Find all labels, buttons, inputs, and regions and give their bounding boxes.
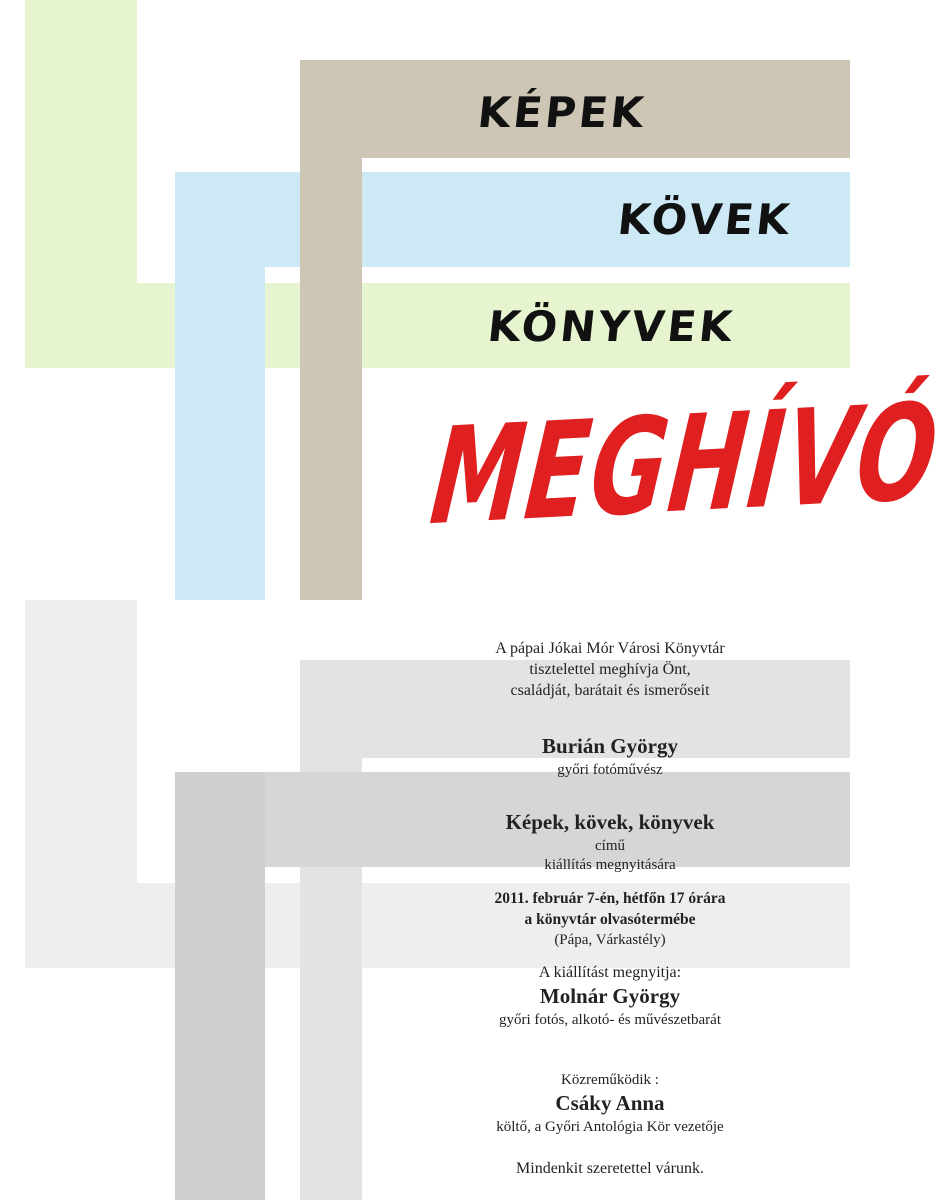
contributor-role: költő, a Győri Antológia Kör vezetője xyxy=(496,1119,724,1135)
artist-role: győri fotóművész xyxy=(557,762,663,778)
header-word-kovek: KÖVEK xyxy=(615,195,795,244)
artist-name: Burián György xyxy=(542,734,678,758)
exhibition-label: című xyxy=(595,838,625,854)
exhibition-event: kiállítás megnyitására xyxy=(544,857,676,873)
opener-name: Molnár György xyxy=(539,984,681,1008)
intro-line-2: tisztelettel meghívja Önt, xyxy=(529,661,691,678)
date-line: 2011. február 7-én, hétfőn 17 órára xyxy=(494,890,726,907)
contributor-intro: Közreműködik : xyxy=(561,1072,659,1088)
opener-role: győri fotós, alkotó- és művészetbarát xyxy=(498,1012,722,1028)
venue-line: a könyvtár olvasótermébe xyxy=(524,911,696,928)
intro-line-1: A pápai Jókai Mór Városi Könyvtár xyxy=(495,640,725,657)
header-word-konyvek: KÖNYVEK xyxy=(485,302,738,351)
venue-location: (Pápa, Várkastély) xyxy=(554,932,666,948)
intro-text xyxy=(360,638,860,701)
invitation-title: MEGHÍVÓ xyxy=(424,374,946,556)
exhibition-title: Képek, kövek, könyvek xyxy=(505,810,715,834)
gray-band-vertical-3 xyxy=(175,772,265,1200)
contributor-name: Csáky Anna xyxy=(555,1091,665,1115)
closing-line: Mindenkit szeretettel várunk. xyxy=(516,1160,704,1177)
blue-band-vertical-front xyxy=(175,283,265,600)
header-word-kepek: KÉPEK xyxy=(475,88,649,137)
intro-line-3: családját, barátait és ismerőseit xyxy=(510,682,710,699)
opener-intro: A kiállítást megnyitja: xyxy=(538,964,682,981)
